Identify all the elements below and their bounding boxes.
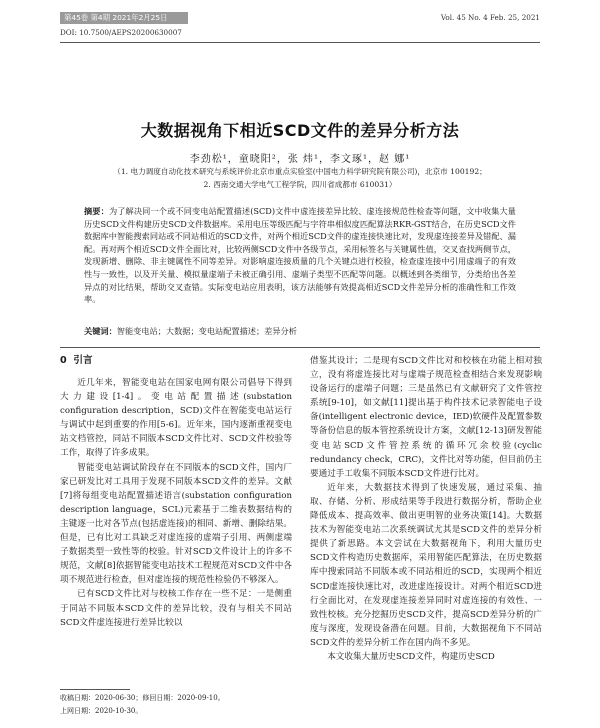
paper-title: 大数据视角下相近SCD文件的差异分析方法 — [140, 121, 460, 140]
footnote-rule — [60, 689, 130, 690]
section-title: 引言 — [73, 355, 93, 366]
affiliation-1: （1. 电力调度自动化技术研究与系统评价北京市重点实验室(中国电力科学研究院有限公司)，北京市 100192； — [113, 167, 487, 176]
header-rule — [60, 42, 540, 43]
author-list: 李劲松¹，童晓阳²，张 炜¹，李文琢¹，赵 娜¹ — [189, 154, 411, 165]
left-paragraph-1: 近几年来，智能变电站在国家电网有限公司倡导下得到大力建设[1-4]。变电站配置描述(substation configuration description，SCD)文件在智能变电站运行与调试中起到重要的作用[5-6]。近年来，国内逐渐重视变电站文档管控，同站不同版本SCD文件比对、SCD文件校验等工作，取得了许多成果。 — [60, 378, 292, 459]
left-paragraph-3: 已有SCD文件比对与校核工作存在一些不足：一是侧重于同站不同版本SCD文件的差异比较，没有与相关不同站SCD文件虚连接进行差异比较以 — [60, 589, 292, 628]
right-paragraph-2: 近年来，大数据技术得到了快速发展，通过采集、抽取、存储、分析、形成结果等手段进行数据分析，帮助企业降低成本、提高效率、做出更明智的业务决策[14]。大数据技术为智能变电站二次系统调试尤其是SCD文件的差异分析提供了新思路。本文尝试在大数据视角下，利用大量历史SCD文件构造历史数据库，采用智能匹配算法，在历史数据库中搜索同站不同版本或不同站相近的SCD，实现两个相近SCD虚连接快速比对，改进虚连接设计。对两个相近SCD进行全面比对，在发现虚连接差异同时对虚连接的有效性、一致性校核。充分挖掘历史SCD文件，提高SCD差异分析的广度与深度，发现设备潜在问题。目前，大数据视角下不同站SCD文件的差异分析工作在国内尚不多见。 — [310, 482, 542, 648]
abstract-text: 为了解决同一个或不同变电站配置描述(SCD)文件中虚连接差异比较、虚连接规范性检查等问题，文中收集大量历史SCD文件构建历史SCD文件数据库。采用电压等级匹配与字符串相似度匹配算法RKR-GST结合，在历史SCD文件数据库中智能搜索同站或不同站相近的SCD文件，对两个相近SCD文件的虚连接快速比对，发现虚连接差异及错配、漏配。再对两个相近SCD文件全面比对，比较两侧SCD文件中各级节点，采用标签名与关键属性值，交叉查找两侧节点，发现新增、删除、非主键属性不同等差异。对影响虚连接质量的几个关键点进行校验，检查虚连接中引用虚端子的有效性与一致性，以及开关量、模拟量虚端子未被正确引用、虚端子类型不匹配等问题。以概述到各类细节，分类给出各差异点的对比结果，帮助交叉查错。实际变电站应用表明，该方法能够有效提高相近SCD文件差异分析的准确性和工作效率。 — [84, 206, 516, 305]
abstract-rule — [60, 347, 540, 348]
journal-issue-english: Vol. 45 No. 4 Feb. 25, 2021 — [440, 13, 540, 22]
right-paragraph-3: 本文收集大量历史SCD文件，构建历史SCD — [327, 651, 495, 662]
left-column — [60, 354, 292, 630]
keywords-block — [84, 325, 516, 337]
keywords-text: 智能变电站；大数据；变电站配置描述；差异分析 — [116, 326, 297, 336]
abstract-label: 摘要： — [84, 206, 109, 216]
affiliation-2: 2. 西南交通大学电气工程学院，四川省成都市 610031） — [203, 180, 397, 189]
footnote-received: 收稿日期：2020-06-30；修回日期：2020-09-10。 — [60, 694, 225, 702]
footnote-online: 上网日期：2020-10-30。 — [60, 707, 143, 715]
doi-line: DOI: 10.7500/AEPS20200630007 — [60, 28, 182, 37]
section-number: 0 — [60, 355, 67, 366]
journal-issue-box: 第45卷 第4期 2021年2月25日 — [60, 12, 188, 24]
left-paragraph-2: 智能变电站调试阶段存在不同版本的SCD文件，国内厂家已研发比对工具用于发现不同版本SCD文件的差异。文献[7]将每组变电站配置描述语言(substation configuration description language，SCL)元素基于二维表数据结构的主键逐一比对各节点(包括虚连接)的相同、新增、删除结果。但是，已有比对工具缺乏对虚连接的虚端子引用、两侧虚端子数据类型一致性等的校验。针对SCD文件设计上的许多不规范，文献[8]依据智能变电站技术工程规范对SCD文件中各项不规范进行检查，但对虚连接的规范性检验仍不够深入。 — [60, 462, 292, 586]
abstract-block — [84, 205, 516, 306]
right-paragraph-1: 借鉴其设计；二是现有SCD文件比对和校核在功能上相对独立，没有将虚连接比对与虚端子规范检查相结合来发现影响设备运行的虚端子问题；三是虽然已有文献研究了文件管控系统[9-10]，如文献[11]提出基于构件技术记录智能电子设备(intelligent electronic device，IED)软硬件及配置参数等备份信息的版本管控系统设计方案，文献[12-13]研发智能变电站SCD文件管控系统的循环冗余校验(cyclic redundancy check，CRC)，文件比对等功能，但目前仍主要通过手工收集不同版本SCD文件进行比对。 — [310, 356, 542, 479]
right-column — [310, 354, 542, 664]
keywords-label: 关键词： — [84, 326, 117, 336]
section-heading — [60, 354, 292, 368]
